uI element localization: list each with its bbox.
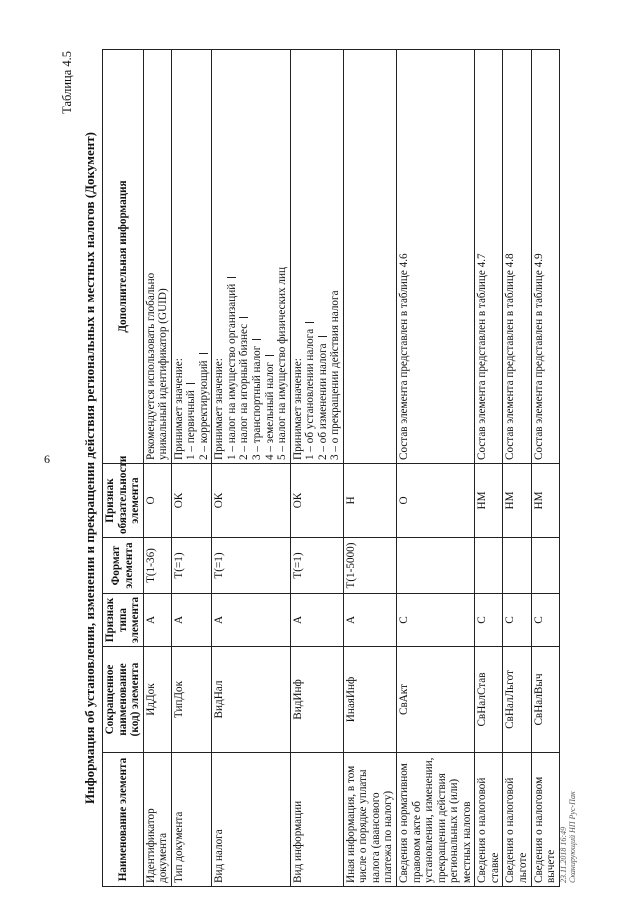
info-line [398, 53, 411, 460]
table-row [143, 50, 171, 887]
handwritten-mark [305, 322, 314, 323]
cell-type: А [290, 594, 343, 647]
info-line-text: 2 – налог на игорный бизнес [238, 323, 251, 460]
table-row [171, 50, 212, 887]
cell-info [212, 50, 290, 464]
info-line-text: Принимает значение: [213, 358, 226, 460]
cell-info [143, 50, 171, 464]
cell-format: T(=1) [212, 538, 290, 594]
table-title: Информация об установлении, изменении и прекращении действия региональных и местных налогов (Документ) [82, 132, 97, 805]
cell-format: T(=1) [171, 538, 212, 594]
table-row [475, 50, 503, 887]
cell-type: С [503, 594, 531, 647]
cell-info [290, 50, 343, 464]
info-line-text: Состав элемента представлен в таблице 4.9 [532, 253, 545, 460]
info-line [264, 53, 277, 460]
info-line [213, 53, 226, 460]
cell-name: Сведения о налоговом вычете [531, 753, 559, 887]
cell-format: T(1-5000) [343, 538, 396, 594]
cell-format: T(1-36) [143, 538, 171, 594]
header-type: Признак типа элемента [103, 594, 144, 647]
info-line [238, 53, 251, 460]
info-line [476, 53, 489, 460]
cell-type: С [475, 594, 503, 647]
cell-code: СвНалЛьгот [503, 647, 531, 753]
cell-name: Вид информации [290, 753, 343, 887]
handwritten-mark [318, 336, 327, 337]
cell-code: ИдДок [143, 647, 171, 753]
scan-footer [560, 791, 578, 883]
header-info: Дополнительная информация [103, 50, 144, 464]
info-line [198, 53, 211, 460]
cell-type: С [397, 594, 475, 647]
info-line [533, 53, 546, 460]
cell-type: А [171, 594, 212, 647]
info-line [329, 53, 342, 460]
info-line [226, 53, 239, 460]
handwritten-mark [239, 317, 248, 318]
cell-required: ОК [171, 464, 212, 538]
handwritten-mark [265, 355, 274, 356]
rotated-page-content [60, 43, 580, 893]
header-format: Формат элемента [103, 538, 144, 594]
info-line [185, 53, 198, 460]
cell-format [475, 538, 503, 594]
handwritten-mark [227, 277, 236, 278]
cell-name: Сведения о нормативном правовом акте об установлении, изменении, прекращении действия региональных и (или) местных налогов [397, 753, 475, 887]
info-line-text: 1 – об установлении налога [304, 328, 317, 460]
cell-format [503, 538, 531, 594]
info-line-text: 2 – об изменении налога [316, 343, 329, 460]
table-body [143, 50, 559, 887]
cell-type: А [212, 594, 290, 647]
cell-code: ВидИнф [290, 647, 343, 753]
handwritten-mark [199, 353, 208, 354]
cell-code: ТипДок [171, 647, 212, 753]
table-row [503, 50, 531, 887]
cell-required: ОК [290, 464, 343, 538]
info-line [304, 53, 317, 460]
info-line [145, 53, 158, 460]
table-row [397, 50, 475, 887]
cell-info [343, 50, 396, 464]
table-header-row [103, 50, 144, 887]
handwritten-mark [252, 339, 261, 340]
info-line-text: 4 – земельный налог [263, 362, 276, 460]
cell-type: А [143, 594, 171, 647]
cell-code: ВидНал [212, 647, 290, 753]
cell-info [475, 50, 503, 464]
handwritten-mark [186, 383, 195, 384]
header-name: Наименование элемента [103, 753, 144, 887]
table-row [343, 50, 396, 887]
cell-type: С [531, 594, 559, 647]
info-line-text: 3 – транспортный налог [251, 345, 264, 460]
info-line-text: Принимает значение: [291, 358, 304, 460]
info-line-text: 2 – корректирующий [197, 360, 210, 460]
cell-required: НМ [503, 464, 531, 538]
info-line-text: Состав элемента представлен в таблице 4.7 [476, 253, 489, 460]
info-line-text: 5 – налог на имущество физических лиц [276, 267, 289, 460]
cell-info [397, 50, 475, 464]
cell-name: Сведения о налоговой льготе [503, 753, 531, 887]
cell-format: T(=1) [290, 538, 343, 594]
info-line-text: Принимает значение: [172, 358, 185, 460]
info-line-text: 3 – о прекращении действия налога [329, 290, 342, 460]
info-line [276, 53, 289, 460]
info-line-text: уникальный идентификатор (GUID) [157, 288, 170, 460]
info-line [317, 53, 330, 460]
cell-required: О [397, 464, 475, 538]
cell-info [503, 50, 531, 464]
cell-name: Идентификатор документа [143, 753, 171, 887]
header-required: Признак обязательности элемента [103, 464, 144, 538]
cell-name: Сведения о налоговой ставке [475, 753, 503, 887]
cell-format [397, 538, 475, 594]
info-line-text: Состав элемента представлен в таблице 4.6 [398, 253, 411, 460]
cell-code: СвНалСтав [475, 647, 503, 753]
footer-line: 23.11.2018 16:49 [559, 826, 569, 883]
info-line-text: Состав элемента представлен в таблице 4.8 [504, 253, 517, 460]
table-row [212, 50, 290, 887]
cell-code: СвАкт [397, 647, 475, 753]
info-line [157, 53, 170, 460]
info-line [292, 53, 305, 460]
table-row [531, 50, 559, 887]
cell-required: О [143, 464, 171, 538]
elements-table [102, 49, 560, 887]
cell-info [171, 50, 212, 464]
page-number: 6 [44, 452, 50, 466]
cell-name: Вид налога [212, 753, 290, 887]
table-number: Таблица 4.5 [60, 51, 74, 114]
cell-required: ОК [212, 464, 290, 538]
info-line [504, 53, 517, 460]
cell-required: Н [343, 464, 396, 538]
header-code: Сокращенное наименование (код) элемента [103, 647, 144, 753]
info-line-text: 1 – налог на имущество организаций [225, 283, 238, 460]
info-line-text: 1 – первичный [185, 390, 198, 460]
info-line-text: Рекомендуется использовать глобально [144, 272, 157, 460]
cell-code: ИнаяИнф [343, 647, 396, 753]
info-line [251, 53, 264, 460]
cell-info [531, 50, 559, 464]
cell-required: НМ [475, 464, 503, 538]
table-row [290, 50, 343, 887]
cell-code: СвНалВыч [531, 647, 559, 753]
cell-name: Иная информация, в том числе о порядке уплаты налога (авансового платежа по налогу) [343, 753, 396, 887]
cell-name: Тип документа [171, 753, 212, 887]
cell-format [531, 538, 559, 594]
info-line [173, 53, 186, 460]
cell-required: НМ [531, 464, 559, 538]
cell-type: А [343, 594, 396, 647]
footer-line: Сканирующий НП Рус-Пак [568, 791, 578, 883]
